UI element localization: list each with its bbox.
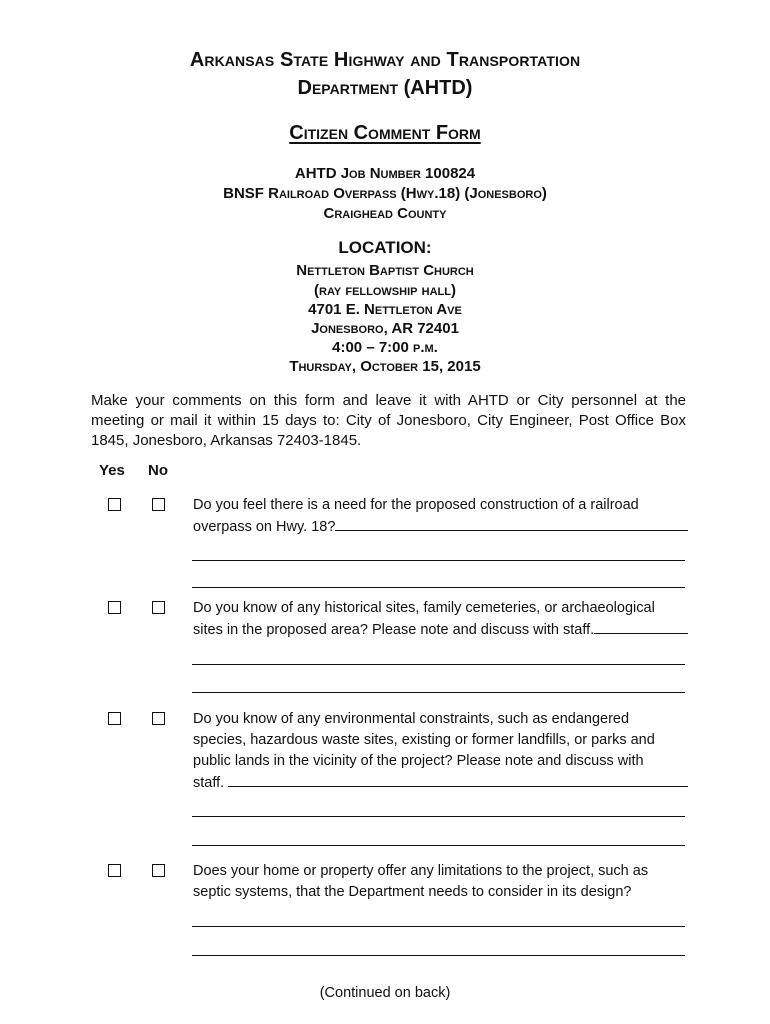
question-4-line2: septic systems, that the Department needs to consider in its design? bbox=[193, 884, 632, 900]
question-4 bbox=[193, 861, 688, 903]
project-name: BNSF Railroad Overpass (Hwy.18) (Jonesboro) bbox=[223, 185, 547, 202]
question-1-line2: overpass on Hwy. 18? bbox=[193, 519, 336, 535]
q2-answer-line[interactable] bbox=[192, 692, 685, 693]
form-title: Citizen Comment Form bbox=[289, 122, 481, 144]
location-label: LOCATION: bbox=[338, 238, 432, 257]
q4-answer-line[interactable] bbox=[192, 926, 685, 927]
meeting-date: Thursday, October 15, 2015 bbox=[289, 358, 481, 375]
location-place-detail: (ray fellowship hall) bbox=[314, 282, 456, 299]
meeting-time: 4:00 – 7:00 p.m. bbox=[332, 339, 438, 356]
job-number: AHTD Job Number 100824 bbox=[294, 165, 476, 182]
q2-no-checkbox[interactable] bbox=[152, 601, 165, 614]
q2-answer-line[interactable] bbox=[192, 664, 685, 665]
question-2 bbox=[193, 598, 688, 641]
question-2-line2: sites in the proposed area? Please note and discuss with staff. bbox=[193, 622, 595, 638]
q4-answer-line[interactable] bbox=[192, 955, 685, 956]
location-place: Nettleton Baptist Church bbox=[296, 262, 474, 279]
q3-answer-line[interactable] bbox=[228, 772, 688, 787]
location-address: 4701 E. Nettleton Ave bbox=[308, 301, 462, 318]
q3-no-checkbox[interactable] bbox=[152, 712, 165, 725]
q3-answer-line[interactable] bbox=[192, 845, 685, 846]
question-3-line3: public lands in the vicinity of the project? Please note and discuss with bbox=[193, 753, 644, 769]
question-2-line1: Do you know of any historical sites, family cemeteries, or archaeological bbox=[193, 600, 655, 616]
question-3-line1: Do you know of any environmental constraints, such as endangered bbox=[193, 711, 630, 727]
q1-no-checkbox[interactable] bbox=[152, 498, 165, 511]
question-3-line4: staff. bbox=[193, 775, 225, 791]
question-4-line1: Does your home or property offer any limitations to the project, such as bbox=[193, 863, 649, 879]
yes-column-header: Yes bbox=[99, 462, 125, 479]
question-1-line1: Do you feel there is a need for the proposed construction of a railroad bbox=[193, 497, 639, 513]
q2-yes-checkbox[interactable] bbox=[108, 601, 121, 614]
q4-no-checkbox[interactable] bbox=[152, 864, 165, 877]
q4-yes-checkbox[interactable] bbox=[108, 864, 121, 877]
question-3-line2: species, hazardous waste sites, existing or former landfills, or parks and bbox=[193, 732, 655, 748]
q1-yes-checkbox[interactable] bbox=[108, 498, 121, 511]
no-column-header: No bbox=[148, 462, 168, 479]
q3-answer-line[interactable] bbox=[192, 816, 685, 817]
q1-answer-line[interactable] bbox=[192, 587, 685, 588]
page-title: Arkansas State Highway and Transportation bbox=[189, 49, 581, 71]
q1-answer-line[interactable] bbox=[335, 516, 688, 531]
q2-answer-line[interactable] bbox=[594, 619, 688, 634]
continued-note: (Continued on back) bbox=[319, 985, 451, 1001]
q3-yes-checkbox[interactable] bbox=[108, 712, 121, 725]
instructions-text: Make your comments on this form and leave it with AHTD or City personnel at the meeting or mail it within 15 days to: City of Jonesboro, City Engineer, Post Office Box 1845, Jonesboro, Arkansas 72403-1845. bbox=[91, 392, 686, 449]
question-3 bbox=[193, 709, 688, 794]
question-1 bbox=[193, 495, 688, 538]
q1-answer-line[interactable] bbox=[192, 560, 685, 561]
location-city: Jonesboro, AR 72401 bbox=[311, 320, 459, 337]
page-title-line2: Department (AHTD) bbox=[297, 77, 473, 99]
county-name: Craighead County bbox=[323, 205, 447, 222]
